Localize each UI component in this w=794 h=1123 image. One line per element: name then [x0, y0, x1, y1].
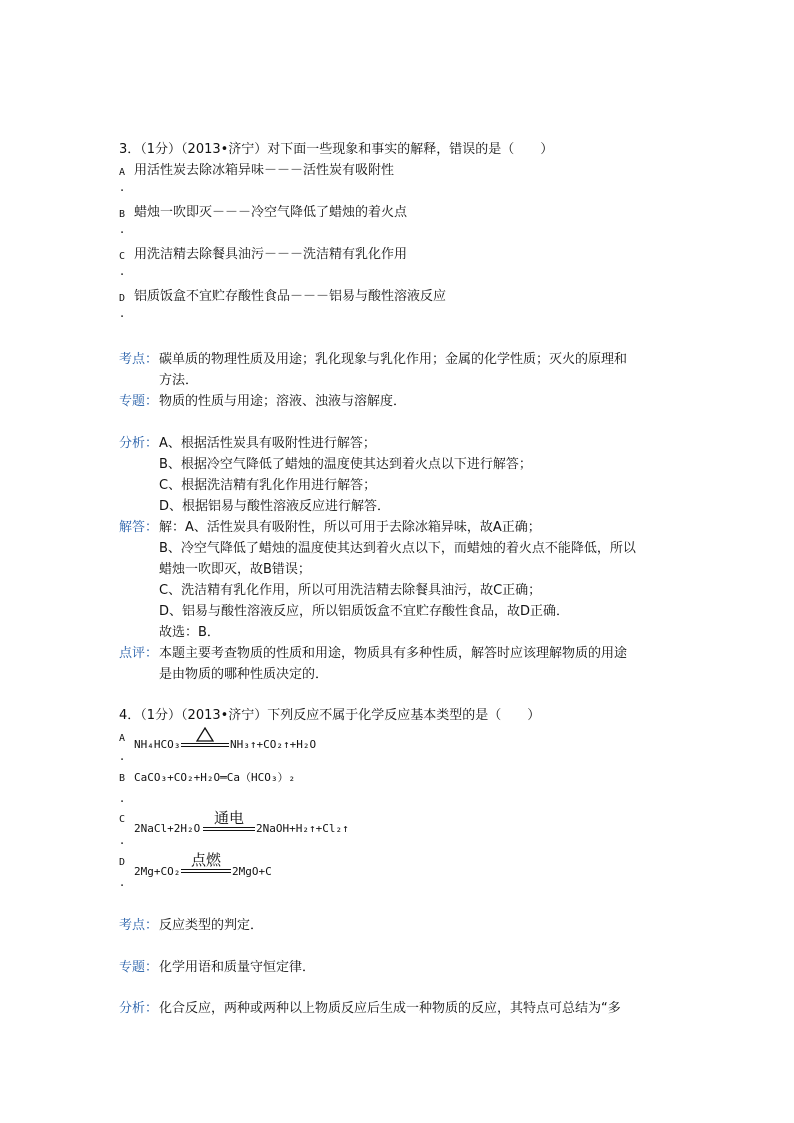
condition-c: 通电: [213, 809, 244, 827]
option-dot: .: [120, 875, 125, 890]
kaodian-text-line2: 方法．: [159, 373, 199, 388]
option-dot: .: [120, 306, 125, 321]
option-letter-b: B: [119, 209, 126, 220]
fenxi-line: B、根据冷空气降低了蜡烛的温度使其达到着火点以下进行解答；: [159, 457, 532, 472]
zhuanti-text: 物质的性质与用途；溶液、浊液与溶解度．: [159, 394, 407, 409]
dianping-label: 点评：: [119, 646, 159, 661]
fenxi-label: 分析：: [119, 436, 159, 451]
heat-triangle-icon: [196, 727, 214, 742]
option-text-d: 铝质饭盒不宜贮存酸性食品－－－铝易与酸性溶液反应: [134, 289, 447, 304]
option-text-c: 用洗洁精去除餐具油污－－－洗洁精有乳化作用: [134, 247, 408, 262]
equation-right-c: 2NaOH+H₂↑+Cl₂↑: [256, 822, 349, 835]
question-4-header: 4．（1分）（2013•济宁）下列反应不属于化学反应基本类型的是（ ）: [119, 708, 541, 723]
zhuanti-label: 专题：: [119, 960, 159, 975]
jieda-line: D、铝易与酸性溶液反应，所以铝质饭盒不宜贮存酸性食品，故D正确．: [159, 604, 570, 619]
reaction-bar-a: [181, 743, 229, 747]
fenxi-text: 化合反应，两种或两种以上物质反应后生成一种物质的反应，其特点可总结为“多: [159, 1001, 621, 1016]
option-dot: .: [120, 791, 125, 806]
kaodian-label: 考点：: [119, 352, 159, 367]
equation-b: CaCO₃+CO₂+H₂O═Ca（HCO₃）₂: [134, 771, 296, 784]
reaction-bar-c: [203, 827, 255, 831]
option-letter-d: D: [119, 857, 126, 868]
kaodian-text-line1: 碳单质的物理性质及用途；乳化现象与乳化作用；金属的化学性质；灭火的原理和: [159, 352, 628, 367]
option-text-a: 用活性炭去除冰箱异味－－－活性炭有吸附性: [134, 163, 395, 178]
equation-right-a: NH₃↑+CO₂↑+H₂O: [230, 738, 317, 751]
option-letter-a: A: [119, 167, 126, 178]
jieda-line: B、冷空气降低了蜡烛的温度使其达到着火点以下，而蜡烛的着火点不能降低，所以: [159, 541, 636, 556]
option-dot: .: [120, 180, 125, 195]
option-dot: .: [120, 222, 125, 237]
option-letter-c: C: [119, 251, 126, 262]
zhuanti-text: 化学用语和质量守恒定律．: [159, 960, 316, 975]
fenxi-line: D、根据铝易与酸性溶液反应进行解答．: [159, 499, 391, 514]
option-letter-b: B: [119, 773, 126, 784]
equation-right-d: 2MgO+C: [232, 865, 272, 878]
equation-left-c: 2NaCl+2H₂O: [134, 822, 201, 835]
jieda-label: 解答：: [119, 520, 159, 535]
equation-left-a: NH₄HCO₃: [134, 738, 181, 751]
option-dot: .: [120, 749, 125, 764]
fenxi-line: C、根据洗洁精有乳化作用进行解答；: [159, 478, 377, 493]
condition-a: △: [228, 727, 229, 728]
jieda-line: C、洗洁精有乳化作用，所以可用洗洁精去除餐具油污，故C正确；: [159, 583, 542, 598]
equation-left-d: 2Mg+CO₂: [134, 865, 181, 878]
option-dot: .: [120, 264, 125, 279]
kaodian-label: 考点：: [119, 918, 159, 933]
fenxi-line: A、根据活性炭具有吸附性进行解答；: [159, 436, 376, 451]
option-dot: .: [120, 833, 125, 848]
dianping-line: 本题主要考查物质的性质和用途，物质具有多种性质，解答时应该理解物质的用途: [159, 646, 628, 661]
dianping-line: 是由物质的哪种性质决定的．: [159, 667, 329, 682]
option-letter-c: C: [119, 814, 126, 825]
option-letter-a: A: [119, 733, 126, 744]
jieda-line: 蜡烛一吹即灭，故B错误；: [159, 562, 311, 577]
kaodian-text: 反应类型的判定．: [159, 918, 264, 933]
jieda-line: 解：A、活性炭具有吸附性，所以可用于去除冰箱异味，故A正确；: [159, 520, 541, 535]
reaction-bar-d: [181, 869, 231, 873]
option-text-b: 蜡烛一吹即灭－－－冷空气降低了蜡烛的着火点: [134, 205, 408, 220]
option-letter-d: D: [119, 293, 126, 304]
fenxi-label: 分析：: [119, 1001, 159, 1016]
condition-d: 点燃: [190, 851, 221, 869]
jieda-line: 故选：B．: [159, 625, 220, 640]
zhuanti-label: 专题：: [119, 394, 159, 409]
question-3-header: 3．（1分）（2013•济宁）对下面一些现象和事实的解释，错误的是（ ）: [119, 142, 554, 157]
